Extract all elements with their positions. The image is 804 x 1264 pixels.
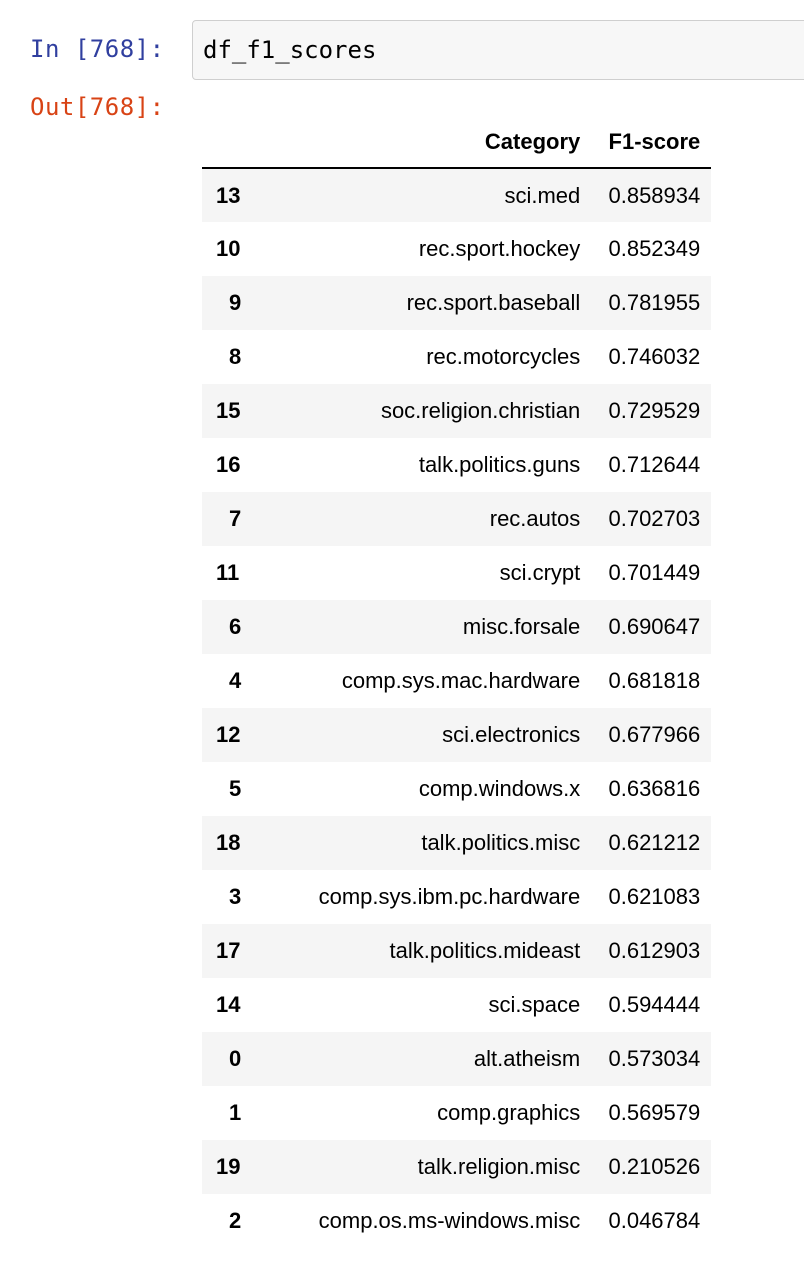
table-row bbox=[202, 384, 711, 438]
table-row bbox=[202, 276, 711, 330]
row-index: 16 bbox=[216, 452, 241, 477]
category-cell: rec.sport.baseball bbox=[406, 290, 581, 315]
f1-score-cell: 0.702703 bbox=[608, 506, 701, 531]
row-index: 1 bbox=[229, 1100, 242, 1125]
f1-score-cell: 0.701449 bbox=[608, 560, 701, 585]
row-index: 8 bbox=[229, 344, 242, 369]
dataframe-output bbox=[202, 116, 711, 1248]
category-cell: comp.sys.ibm.pc.hardware bbox=[318, 884, 581, 909]
f1-score-cell: 0.612903 bbox=[608, 938, 701, 963]
f1-score-cell: 0.594444 bbox=[608, 992, 701, 1017]
table-row bbox=[202, 762, 711, 816]
header-row bbox=[202, 116, 711, 168]
table-body bbox=[202, 168, 711, 1248]
f1-score-cell: 0.636816 bbox=[608, 776, 701, 801]
row-index: 15 bbox=[216, 398, 241, 423]
category-cell: soc.religion.christian bbox=[380, 398, 581, 423]
row-index: 4 bbox=[229, 668, 242, 693]
row-index: 6 bbox=[229, 614, 242, 639]
table-row bbox=[202, 1194, 711, 1248]
category-cell: sci.med bbox=[504, 182, 581, 208]
category-cell: sci.space bbox=[488, 992, 581, 1017]
table-row bbox=[202, 708, 711, 762]
table-row bbox=[202, 222, 711, 276]
f1-score-cell: 0.573034 bbox=[608, 1046, 701, 1071]
row-index: 17 bbox=[216, 938, 241, 963]
f1-score-cell: 0.729529 bbox=[608, 398, 701, 423]
category-cell: comp.sys.mac.hardware bbox=[341, 668, 581, 693]
table-row bbox=[202, 330, 711, 384]
category-cell: comp.graphics bbox=[437, 1100, 581, 1125]
category-cell: rec.autos bbox=[489, 506, 581, 531]
f1-score-cell: 0.677966 bbox=[608, 722, 701, 747]
table-row bbox=[202, 492, 711, 546]
row-index: 10 bbox=[216, 236, 241, 261]
category-cell: talk.politics.mideast bbox=[389, 938, 581, 963]
table-row bbox=[202, 600, 711, 654]
table-row bbox=[202, 978, 711, 1032]
code-text[interactable]: df_f1_scores bbox=[203, 36, 377, 64]
category-cell: rec.sport.hockey bbox=[418, 236, 581, 261]
table-row bbox=[202, 870, 711, 924]
category-cell: misc.forsale bbox=[462, 614, 581, 639]
row-index: 12 bbox=[216, 722, 241, 747]
row-index: 9 bbox=[229, 290, 242, 315]
row-index: 5 bbox=[229, 776, 242, 801]
row-index: 7 bbox=[229, 506, 242, 531]
f1-score-cell: 0.852349 bbox=[608, 236, 701, 261]
f1-score-cell: 0.690647 bbox=[608, 614, 701, 639]
table-row bbox=[202, 816, 711, 870]
category-cell: comp.os.ms-windows.misc bbox=[318, 1208, 581, 1233]
table-row bbox=[202, 1032, 711, 1086]
output-prompt: Out[768]: bbox=[30, 93, 165, 121]
f1-score-cell: 0.569579 bbox=[608, 1100, 701, 1125]
row-index: 2 bbox=[229, 1208, 242, 1233]
row-index: 14 bbox=[216, 992, 241, 1017]
table-row bbox=[202, 1140, 711, 1194]
table-row bbox=[202, 438, 711, 492]
table-row bbox=[202, 1086, 711, 1140]
category-cell: comp.windows.x bbox=[418, 776, 581, 801]
f1-score-cell: 0.858934 bbox=[608, 182, 701, 208]
category-cell: talk.politics.misc bbox=[421, 830, 581, 855]
table-row bbox=[202, 924, 711, 978]
row-index: 0 bbox=[229, 1046, 242, 1071]
row-index: 18 bbox=[216, 830, 241, 855]
f1-score-cell: 0.681818 bbox=[608, 668, 701, 693]
row-index: 13 bbox=[216, 182, 241, 208]
code-cell-input[interactable] bbox=[192, 20, 804, 80]
category-cell: talk.politics.guns bbox=[418, 452, 581, 477]
table-row bbox=[202, 168, 711, 222]
input-prompt: In [768]: bbox=[30, 35, 165, 63]
f1-score-cell: 0.781955 bbox=[608, 290, 701, 315]
category-cell: rec.motorcycles bbox=[426, 344, 581, 369]
f1-score-cell: 0.621083 bbox=[608, 884, 701, 909]
category-cell: sci.electronics bbox=[442, 722, 581, 747]
f1-score-cell: 0.746032 bbox=[608, 344, 701, 369]
category-cell: alt.atheism bbox=[473, 1046, 581, 1071]
f1-score-cell: 0.210526 bbox=[608, 1154, 701, 1179]
category-header: Category bbox=[261, 116, 591, 168]
row-index: 3 bbox=[229, 884, 242, 909]
table-row bbox=[202, 546, 711, 600]
f1-score-cell: 0.621212 bbox=[608, 830, 701, 855]
category-cell: talk.religion.misc bbox=[417, 1154, 581, 1179]
category-cell: sci.crypt bbox=[499, 560, 581, 585]
table-row bbox=[202, 654, 711, 708]
row-index: 11 bbox=[216, 560, 240, 585]
row-index: 19 bbox=[216, 1154, 241, 1179]
f1-score-cell: 0.046784 bbox=[608, 1208, 701, 1233]
f1-score-header: F1-score bbox=[591, 116, 711, 168]
dataframe-table bbox=[202, 116, 711, 1248]
f1-score-cell: 0.712644 bbox=[608, 452, 701, 477]
index-header bbox=[202, 116, 261, 168]
